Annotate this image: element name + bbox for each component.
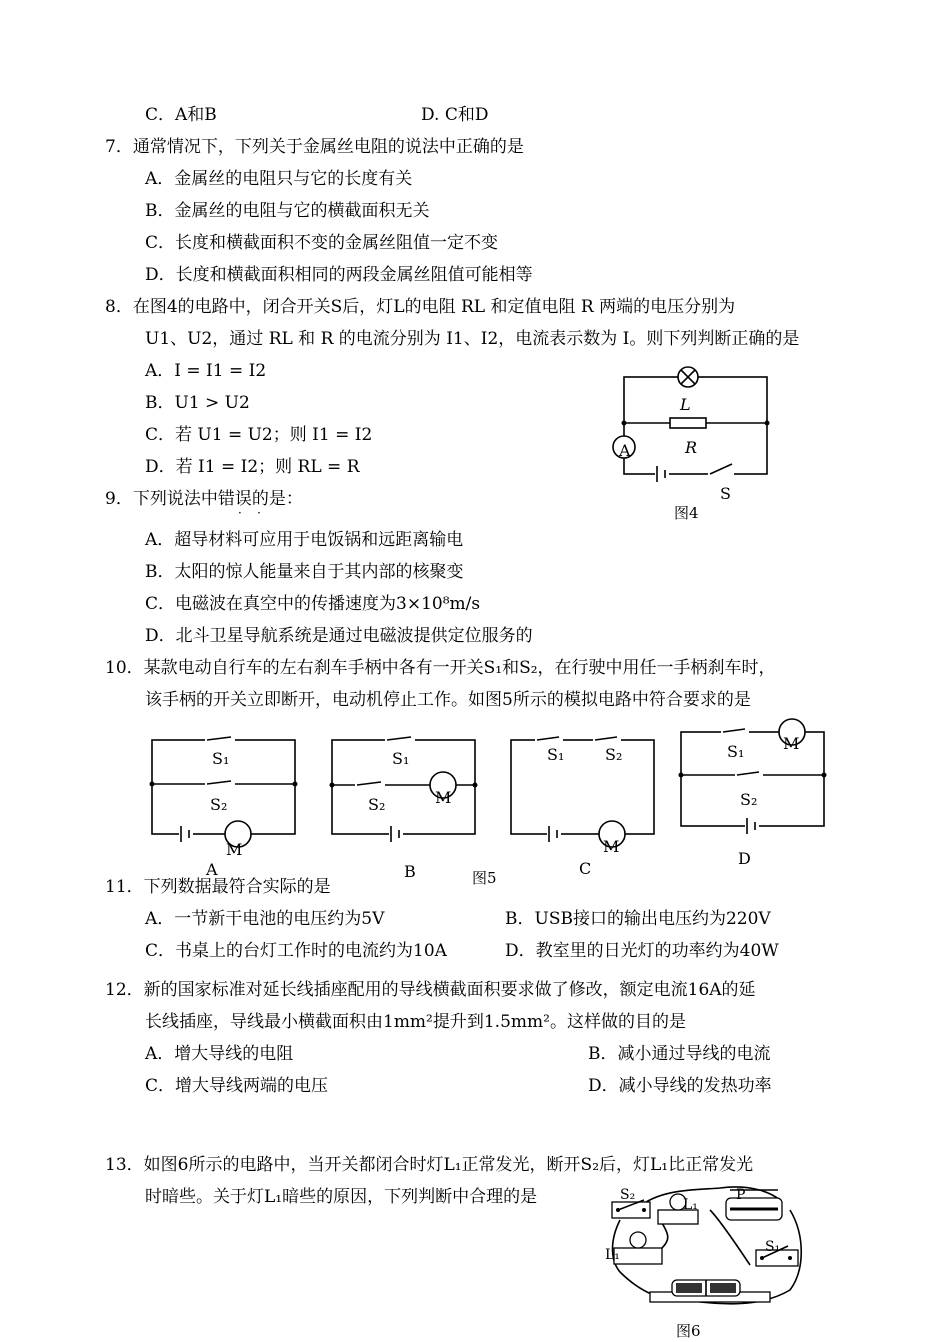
fig5a-motor-label: M (226, 840, 243, 859)
fig5-option-c-label: C (579, 859, 592, 878)
q8-option-c: C．若 U1 = U2；则 I1 = I2 (145, 425, 373, 445)
q12-stem-line2: 长线插座，导线最小横截面积由1mm²提升到1.5mm²。这样做的目的是 (145, 1012, 686, 1032)
fig5-circuit-c (505, 730, 665, 850)
q9-emphasis-dots: · · (238, 506, 261, 520)
q6-option-d: D. C和D (421, 105, 489, 125)
q9-option-b: B．太阳的惊人能量来自于其内部的核聚变 (145, 562, 464, 582)
q10-stem-line1: 10．某款电动自行车的左右刹车手柄中各有一开关S₁和S₂，在行驶中用任一手柄刹车时， (105, 658, 776, 678)
fig5a-s2-label: S₂ (210, 795, 228, 814)
fig5-caption: 图5 (472, 869, 497, 887)
q8-option-d: D．若 I1 = I2；则 RL = R (145, 457, 360, 477)
figure-4-circuit (600, 360, 780, 500)
fig6-s1-label: S₁ (765, 1239, 781, 1255)
q12-option-d: D．减小导线的发热功率 (588, 1076, 772, 1096)
fig6-p-label: P (736, 1187, 746, 1203)
q8-option-a: A．I = I1 = I2 (145, 361, 267, 381)
fig5a-s1-label: S₁ (212, 749, 230, 768)
fig5d-s2-label: S₂ (740, 790, 758, 809)
fig6-lamp-lower-icon (614, 1248, 662, 1264)
fig5d-motor-label: M (783, 734, 800, 753)
q12-option-c: C．增大导线两端的电压 (145, 1076, 329, 1096)
q12-option-b: B．减小通过导线的电流 (588, 1044, 771, 1064)
fig6-l1-top-label: L₁ (683, 1197, 698, 1213)
fig5b-s2-label: S₂ (368, 795, 386, 814)
q11-option-b: B．USB接口的输出电压约为220V (505, 909, 771, 929)
q11-stem: 11．下列数据最符合实际的是 (105, 877, 331, 897)
q6-option-c: C．A和B (145, 105, 217, 125)
fig4-lamp-label: L (680, 395, 691, 414)
q12-stem-line1: 12．新的国家标准对延长线插座配用的导线横截面积要求做了修改，额定电流16A的延 (105, 980, 756, 1000)
fig5-circuit-d (675, 722, 835, 842)
fig5-option-d-label: D (738, 849, 751, 868)
fig4-resistor-label: R (685, 438, 698, 457)
q7-option-b: B．金属丝的电阻与它的横截面积无关 (145, 201, 430, 221)
q7-stem: 7．通常情况下，下列关于金属丝电阻的说法中正确的是 (105, 137, 524, 157)
q9-option-d: D．北斗卫星导航系统是通过电磁波提供定位服务的 (145, 626, 533, 646)
fig5-circuit-b (325, 730, 485, 850)
q12-option-a: A．增大导线的电阻 (145, 1044, 294, 1064)
fig5c-s1-label: S₁ (547, 745, 565, 764)
fig5-option-a-label: A (206, 860, 218, 879)
q8-stem-line1: 8．在图4的电路中，闭合开关S后，灯L的电阻 RL 和定值电阻 R 两端的电压分别为 (105, 297, 736, 317)
fig5-option-b-label: B (404, 862, 416, 881)
q7-option-a: A．金属丝的电阻只与它的长度有关 (145, 169, 413, 189)
fig5d-s1-label: S₁ (727, 742, 745, 761)
q8-option-b: B．U1 > U2 (145, 393, 250, 413)
q8-stem-line2: U1、U2，通过 RL 和 R 的电流分别为 I1、I2，电流表示数为 I。则下列判断正确的是 (145, 329, 800, 349)
q11-option-c: C．书桌上的台灯工作时的电流约为10A (145, 941, 447, 961)
fig6-caption: 图6 (676, 1322, 701, 1340)
q11-option-a: A．一节新干电池的电压约为5V (145, 909, 385, 929)
fig4-caption: 图4 (674, 504, 699, 522)
fig6-s2-label: S₂ (620, 1187, 636, 1203)
fig4-ammeter-label: A (619, 441, 631, 460)
q9-stem: 9．下列说法中错误的是： (105, 489, 303, 509)
q7-option-d: D．长度和横截面积相同的两段金属丝阻值可能相等 (145, 265, 533, 285)
fig4-resistor-icon (670, 418, 706, 428)
fig5b-motor-label: M (435, 788, 452, 807)
q13-stem-line2: 时暗些。关于灯L₁暗些的原因，下列判断中合理的是 (145, 1187, 538, 1207)
q13-stem-line1: 13．如图6所示的电路中，当开关都闭合时灯L₁正常发光，断开S₂后，灯L₁比正常发光 (105, 1155, 754, 1175)
fig5b-s1-label: S₁ (392, 749, 410, 768)
fig5c-motor-label: M (603, 837, 620, 856)
q11-option-d: D．教室里的日光灯的功率约为40W (505, 941, 779, 961)
fig6-l1-lower-label: L₁ (605, 1247, 620, 1263)
q9-option-a: A．超导材料可应用于电饭锅和远距离输电 (145, 530, 464, 550)
fig5-circuit-a (145, 730, 305, 850)
fig4-switch-label: S (720, 484, 731, 503)
fig5c-s2-label: S₂ (605, 745, 623, 764)
q7-option-c: C．长度和横截面积不变的金属丝阻值一定不变 (145, 233, 499, 253)
q10-stem-line2: 该手柄的开关立即断开，电动机停止工作。如图5所示的模拟电路中符合要求的是 (145, 690, 751, 710)
q9-option-c: C．电磁波在真空中的传播速度为3×10⁸m/s (145, 594, 481, 614)
